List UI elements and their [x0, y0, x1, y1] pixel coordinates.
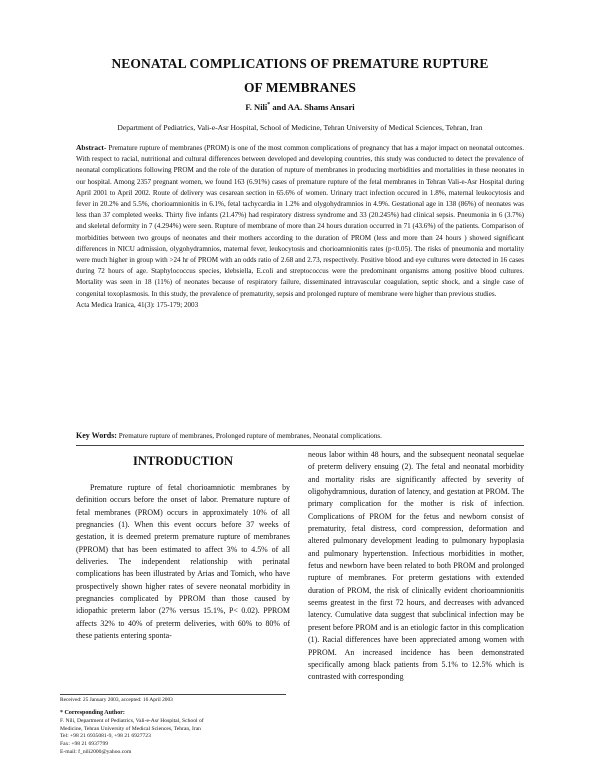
introduction-right-column: neous labor within 48 hours, and the subsequent neonatal sequelae of preterm delivery ensuing (2). The fetal and neonatal morbidity and mortality risks are significantly affected by severity of oligohydramnious, duration of latency, and gestation at PROM. The primary complication for the mother is risk of infection. Complications of PROM for the fetus and newborn consist of prematurity, fetal distress, cord compression, deformation and altered pulmonary development leading to pulmonary hypoplasia and pulmonary hypertenstion. Infectious morbidities in mother, fetus and newborn have been related to both PROM and prolonged rupture of membranes. For preterm gestations with extended duration of PROM, the risk of clinically evident chorioamnionitis seems greatest in the first 72 hours, and decreases with advanced latency. Cumulative data suggest that subclinical infection may be present before PROM and is an etiologic factor in this complication (1). Racial differences have been appreciated among women with PPROM. An increased incidence has been demonstrated specifically among black patients from 5.1% to 12.5% which is contrasted with corresponding: [308, 450, 524, 682]
paper-title-line-2: OF MEMBRANES: [243, 80, 357, 95]
author-1: F. Nili: [245, 102, 268, 112]
correspondence-phone: Tel: +98 21 6935081-9, +98 21 6927723: [60, 733, 151, 740]
correspondence-fax: Fax: +98 21 6937799: [60, 741, 109, 748]
keywords: [76, 431, 524, 440]
footnote-divider: [60, 694, 286, 695]
abstract: [76, 142, 524, 311]
correspondence-line: F. Nili, Department of Pediatrics, Vali-e-Asr Hospital, School of: [60, 717, 204, 724]
corresponding-mark: *: [267, 102, 271, 109]
correspondence-heading: * Corresponding Author:: [60, 710, 125, 716]
introduction-left-column: Premature rupture of fetal chorioamniotic membranes by definition occurs before the onset of labor. Premature rupture of fetal membranes (PROM) occurs in approximately 10% of all pregnancies (1). When this event occurs before 37 weeks of gestation, it is deemed preterm premature rupture of membranes (PPROM) that has been estimated to affect 3% to 4.5% of all deliveries. The independent relationship with perinatal complications has been illustrated by Arias and Tomich, who have prospectively shown higher rates of severe neonatal morbidity in pregnancies complicated by PPROM than those caused by idiopathic preterm labor (27% versus 15.1%, P< 0.02). PPROM affects 32% to 40% of preterm deliveries, with 60% to 80% of these patients entering sponta-: [76, 483, 290, 641]
keywords-text: Premature rupture of membranes, Prolonged rupture of membranes, Neonatal complications.: [116, 432, 382, 440]
paper-title-line-1: NEONATAL COMPLICATIONS OF PREMATURE RUPTURE: [111, 56, 489, 71]
journal-citation: Acta Medica Iranica, 41(3): 175-179; 2003: [76, 300, 199, 309]
authors: [0, 102, 600, 112]
received-date: Received: 25 January 2003, accepted: 16 April 2003: [60, 697, 173, 703]
abstract-text: Premature rupture of membranes (PROM) is one of the most common complications of pregnancy that has a major impact on neonatal outcomes. With respect to racial, nutritional and cultural differences between developed and developing countries, this study was conducted to detect the prevalence of neonatal complications following PROM and the role of the duration of rupture of membranes in producing morbidities and mortalities in these neonates in our hospital. Among 2357 pregnant women, we found 163 (6.91%) cases of premature rupture of the fetal membranes in Tehran Vali-e-Asr Hospital during April 2001 to April 2002. Route of delivery was cesarean section in 65.6% of women. Urinary tract infection occured in 1.8%, maternal leukocytosis and fever in 20.2% and 5.5%, chorioamnionitis in 6.1%, fetal tachycardia in 1.2% and olygohydramnios in 4.9%. Gestational age in 138 (86%) of neonates was less than 37 completed weeks. Thirty five infants (21.47%) had respiratory distress syndrome and 33 (20.245%) had clinical sepsis. Pneumonia in 6 (3.7%) and skeletal deformity in 7 (4.294%) were seen. Rupture of membrane of more than 24 hours duration occurred in 71 (43.6%) of the patients. Comparison of morbidities between two groups of neonates and their mothers according to the duration of PROM (less and more than 24 hours ) showed significant differences in NICU admission, olygohydramnios, maternal fever, leukocytosis and chorioamnionitis rates (p<0.05). The risks of pneumonia and mortality were much higher in group with >24 hr of PROM with an odds ratio of 2.68 and 2.73, respectively. Positive blood and eye cultures were detected in 16 cases during 72 hours of age. Staphylococcus species, klebsiella, E.coli and streptococcus were the predominant organisms among positive blood cultures. Mortality was seen in 18 (11%) of neonates because of respiratory failure, disseminated intravascular coagulation, septic shock, and a single case of congenital toxoplasmosis. In this study, the prevalence of prematurity, sepsis and prolonged rupture of membrane were higher than previous studies.: [76, 144, 524, 298]
section-divider: [76, 445, 524, 446]
keywords-label: Key Words:: [76, 431, 117, 440]
correspondence-footnote: [60, 710, 290, 757]
affiliation: Department of Pediatrics, Vali-e-Asr Hospital, School of Medicine, Tehran University of Medical Sciences, Tehran, Iran: [117, 123, 483, 132]
correspondence-email: E-mail: f_nili2000@yahoo.com: [60, 748, 132, 755]
introduction-heading: INTRODUCTION: [132, 454, 233, 468]
correspondence-line: Medicine, Tehran University of Medical Sciences, Tehran, Iran: [60, 725, 201, 732]
abstract-label: Abstract-: [76, 143, 107, 152]
author-2: and AA. Shams Ansari: [270, 102, 355, 112]
